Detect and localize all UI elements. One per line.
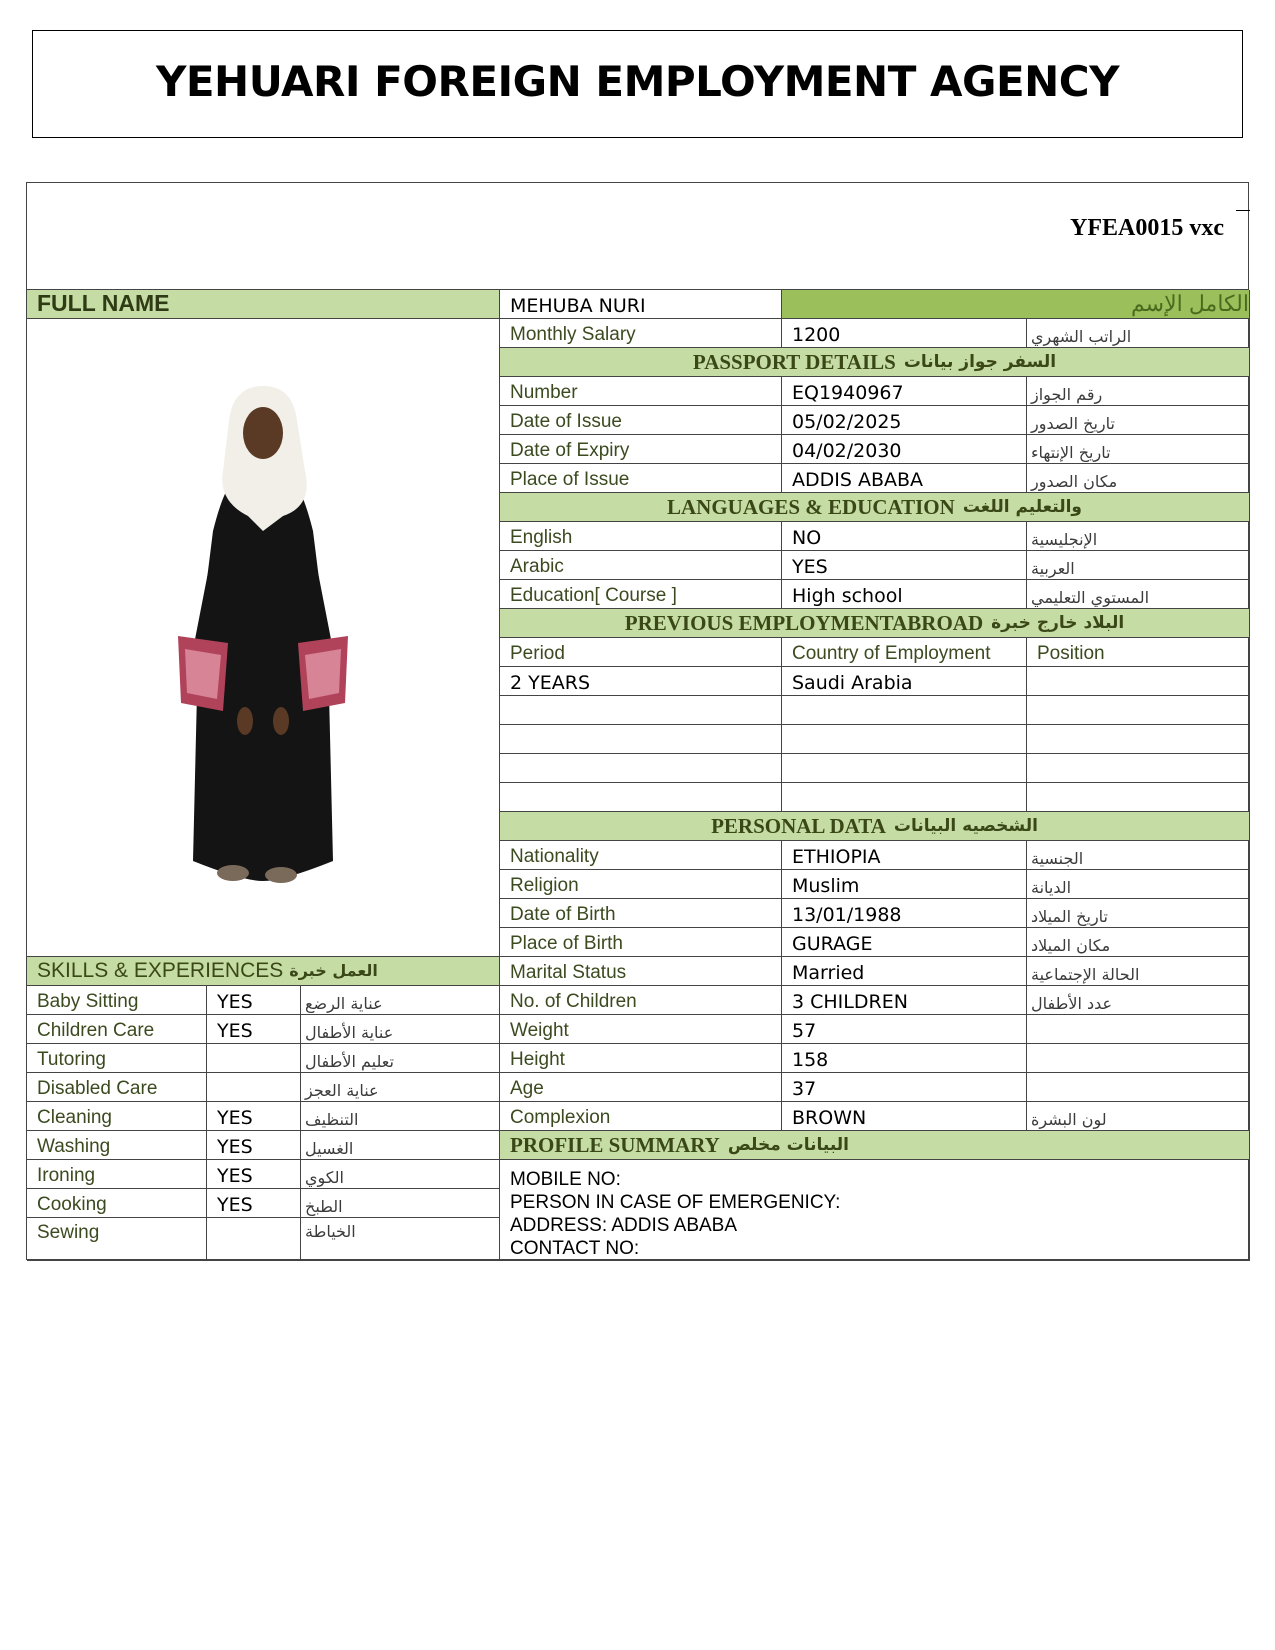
birth-place-label: Place of Birth [500, 928, 782, 957]
skill-value: YES [207, 1102, 301, 1131]
skill-arabic: الخياطة [301, 1218, 500, 1261]
address-line: ADDRESS: ADDIS ABABA [510, 1215, 738, 1236]
passport-title: PASSPORT DETAILS [692, 349, 896, 374]
employment-position [1027, 696, 1250, 725]
employment-position [1027, 725, 1250, 754]
arabic-value: YES [782, 551, 1027, 580]
salary-label: Monthly Salary [500, 319, 782, 348]
english-arabic: الإنجليسية [1027, 522, 1250, 551]
marital-arabic: الحالة الإجتماعية [1027, 957, 1250, 986]
issue-place-arabic: مكان الصدور [1027, 464, 1250, 493]
skills-section-header [27, 957, 500, 986]
employment-country [782, 725, 1027, 754]
passport-number-value: EQ1940967 [782, 377, 1027, 406]
mobile-line: MOBILE NO: [510, 1169, 621, 1190]
weight-label: Weight [500, 1015, 782, 1044]
skill-label: Disabled Care [27, 1073, 207, 1102]
height-label: Height [500, 1044, 782, 1073]
employment-period [500, 754, 782, 783]
skill-label: Baby Sitting [27, 986, 207, 1015]
expiry-date-arabic: تاريخ الإنتهاء [1027, 435, 1250, 464]
employment-title: PREVIOUS EMPLOYMENTABROAD [624, 610, 984, 635]
english-label: English [500, 522, 782, 551]
skill-label: Cooking [27, 1189, 207, 1218]
weight-arabic [1027, 1015, 1250, 1044]
cv-table [26, 289, 1249, 1260]
skill-label: Tutoring [27, 1044, 207, 1073]
issue-place-label: Place of Issue [500, 464, 782, 493]
issue-date-label: Date of Issue [500, 406, 782, 435]
passport-title-arabic: السفر جواز بيانات [903, 352, 1057, 372]
salary-arabic: الراتب الشهري [1027, 319, 1250, 348]
personal-section-header [500, 812, 1250, 841]
expiry-date-label: Date of Expiry [500, 435, 782, 464]
passport-number-arabic: رقم الجواز [1027, 377, 1250, 406]
skill-arabic: عناية الرضع [301, 986, 500, 1015]
personal-title-arabic: الشخصيه البيانات [893, 816, 1038, 836]
position-header: Position [1027, 638, 1250, 667]
employment-period: 2 YEARS [500, 667, 782, 696]
skill-arabic: الغسيل [301, 1131, 500, 1160]
skill-value [207, 1044, 301, 1073]
skill-value: YES [207, 1015, 301, 1044]
skill-label: Ironing [27, 1160, 207, 1189]
reference-code: YFEA0015 vxc [1070, 215, 1224, 241]
skill-arabic: الكوي [301, 1160, 500, 1189]
nationality-label: Nationality [500, 841, 782, 870]
height-value: 158 [782, 1044, 1027, 1073]
employment-position [1027, 783, 1250, 812]
religion-arabic: الديانة [1027, 870, 1250, 899]
employment-section-header [500, 609, 1250, 638]
employment-country [782, 783, 1027, 812]
full-name-label: FULL NAME [27, 290, 500, 319]
agency-title: YEHUARI FOREIGN EMPLOYMENT AGENCY [155, 56, 1120, 106]
person-photo-icon [163, 381, 363, 941]
height-arabic [1027, 1044, 1250, 1073]
marital-label: Marital Status [500, 957, 782, 986]
salary-value: 1200 [782, 319, 1027, 348]
skills-title: SKILLS & EXPERIENCES [37, 958, 284, 982]
agency-header [32, 30, 1243, 138]
complexion-arabic: لون البشرة [1027, 1102, 1250, 1131]
profile-section-header [500, 1131, 1250, 1160]
issue-date-value: 05/02/2025 [782, 406, 1027, 435]
country-header: Country of Employment [782, 638, 1027, 667]
children-arabic: عدد الأطفال [1027, 986, 1250, 1015]
education-arabic: المستوي التعليمي [1027, 580, 1250, 609]
passport-number-label: Number [500, 377, 782, 406]
employment-period [500, 725, 782, 754]
corner-mark [1236, 210, 1250, 211]
skill-value: YES [207, 1160, 301, 1189]
nationality-value: ETHIOPIA [782, 841, 1027, 870]
birth-date-label: Date of Birth [500, 899, 782, 928]
issue-date-arabic: تاريخ الصدور [1027, 406, 1250, 435]
profile-title-arabic: البيانات مخلص [727, 1135, 849, 1155]
skill-value: YES [207, 1131, 301, 1160]
skill-arabic: عناية الأطفال [301, 1015, 500, 1044]
children-label: No. of Children [500, 986, 782, 1015]
languages-title: LANGUAGES & EDUCATION [667, 494, 955, 519]
religion-label: Religion [500, 870, 782, 899]
contact-line: CONTACT NO: [510, 1238, 640, 1259]
skill-arabic: الطبخ [301, 1189, 500, 1218]
emergency-contact-line: PERSON IN CASE OF EMERGENICY: [510, 1192, 841, 1213]
skills-title-arabic: العمل خبرة [289, 961, 378, 980]
skill-value: YES [207, 1189, 301, 1218]
age-arabic [1027, 1073, 1250, 1102]
full-name-arabic: الكامل الإسم [782, 290, 1250, 319]
age-label: Age [500, 1073, 782, 1102]
period-header: Period [500, 638, 782, 667]
employment-position [1027, 667, 1250, 696]
education-label: Education[ Course ] [500, 580, 782, 609]
complexion-value: BROWN [782, 1102, 1027, 1131]
age-value: 37 [782, 1073, 1027, 1102]
birth-date-arabic: تاريخ الميلاد [1027, 899, 1250, 928]
nationality-arabic: الجنسية [1027, 841, 1250, 870]
arabic-arabic: العربية [1027, 551, 1250, 580]
employment-position [1027, 754, 1250, 783]
birth-place-arabic: مكان الميلاد [1027, 928, 1250, 957]
candidate-photo [27, 319, 500, 957]
languages-section-header [500, 493, 1250, 522]
profile-title: PROFILE SUMMARY [510, 1132, 720, 1157]
birth-place-value: GURAGE [782, 928, 1027, 957]
skill-arabic: عناية العجز [301, 1073, 500, 1102]
issue-place-value: ADDIS ABABA [782, 464, 1027, 493]
employment-country [782, 696, 1027, 725]
skill-arabic: التنظيف [301, 1102, 500, 1131]
religion-value: Muslim [782, 870, 1027, 899]
arabic-label: Arabic [500, 551, 782, 580]
personal-title: PERSONAL DATA [711, 813, 886, 838]
full-name-value: MEHUBA NURI [500, 290, 782, 319]
employment-country: Saudi Arabia [782, 667, 1027, 696]
children-value: 3 CHILDREN [782, 986, 1027, 1015]
languages-title-arabic: والتعليم اللغت [962, 497, 1082, 517]
skill-arabic: تعليم الأطفال [301, 1044, 500, 1073]
skill-value [207, 1073, 301, 1102]
complexion-label: Complexion [500, 1102, 782, 1131]
skill-label: Cleaning [27, 1102, 207, 1131]
passport-section-header [500, 348, 1250, 377]
skill-label: Washing [27, 1131, 207, 1160]
employment-period [500, 783, 782, 812]
skill-label: Children Care [27, 1015, 207, 1044]
employment-title-arabic: البلاد خارج خبرة [991, 613, 1125, 633]
expiry-date-value: 04/02/2030 [782, 435, 1027, 464]
marital-value: Married [782, 957, 1027, 986]
employment-period [500, 696, 782, 725]
skill-value: YES [207, 986, 301, 1015]
weight-value: 57 [782, 1015, 1027, 1044]
birth-date-value: 13/01/1988 [782, 899, 1027, 928]
employment-country [782, 754, 1027, 783]
education-value: High school [782, 580, 1027, 609]
skill-value [207, 1218, 301, 1261]
english-value: NO [782, 522, 1027, 551]
profile-summary [500, 1160, 1250, 1261]
skill-label: Sewing [27, 1218, 207, 1261]
